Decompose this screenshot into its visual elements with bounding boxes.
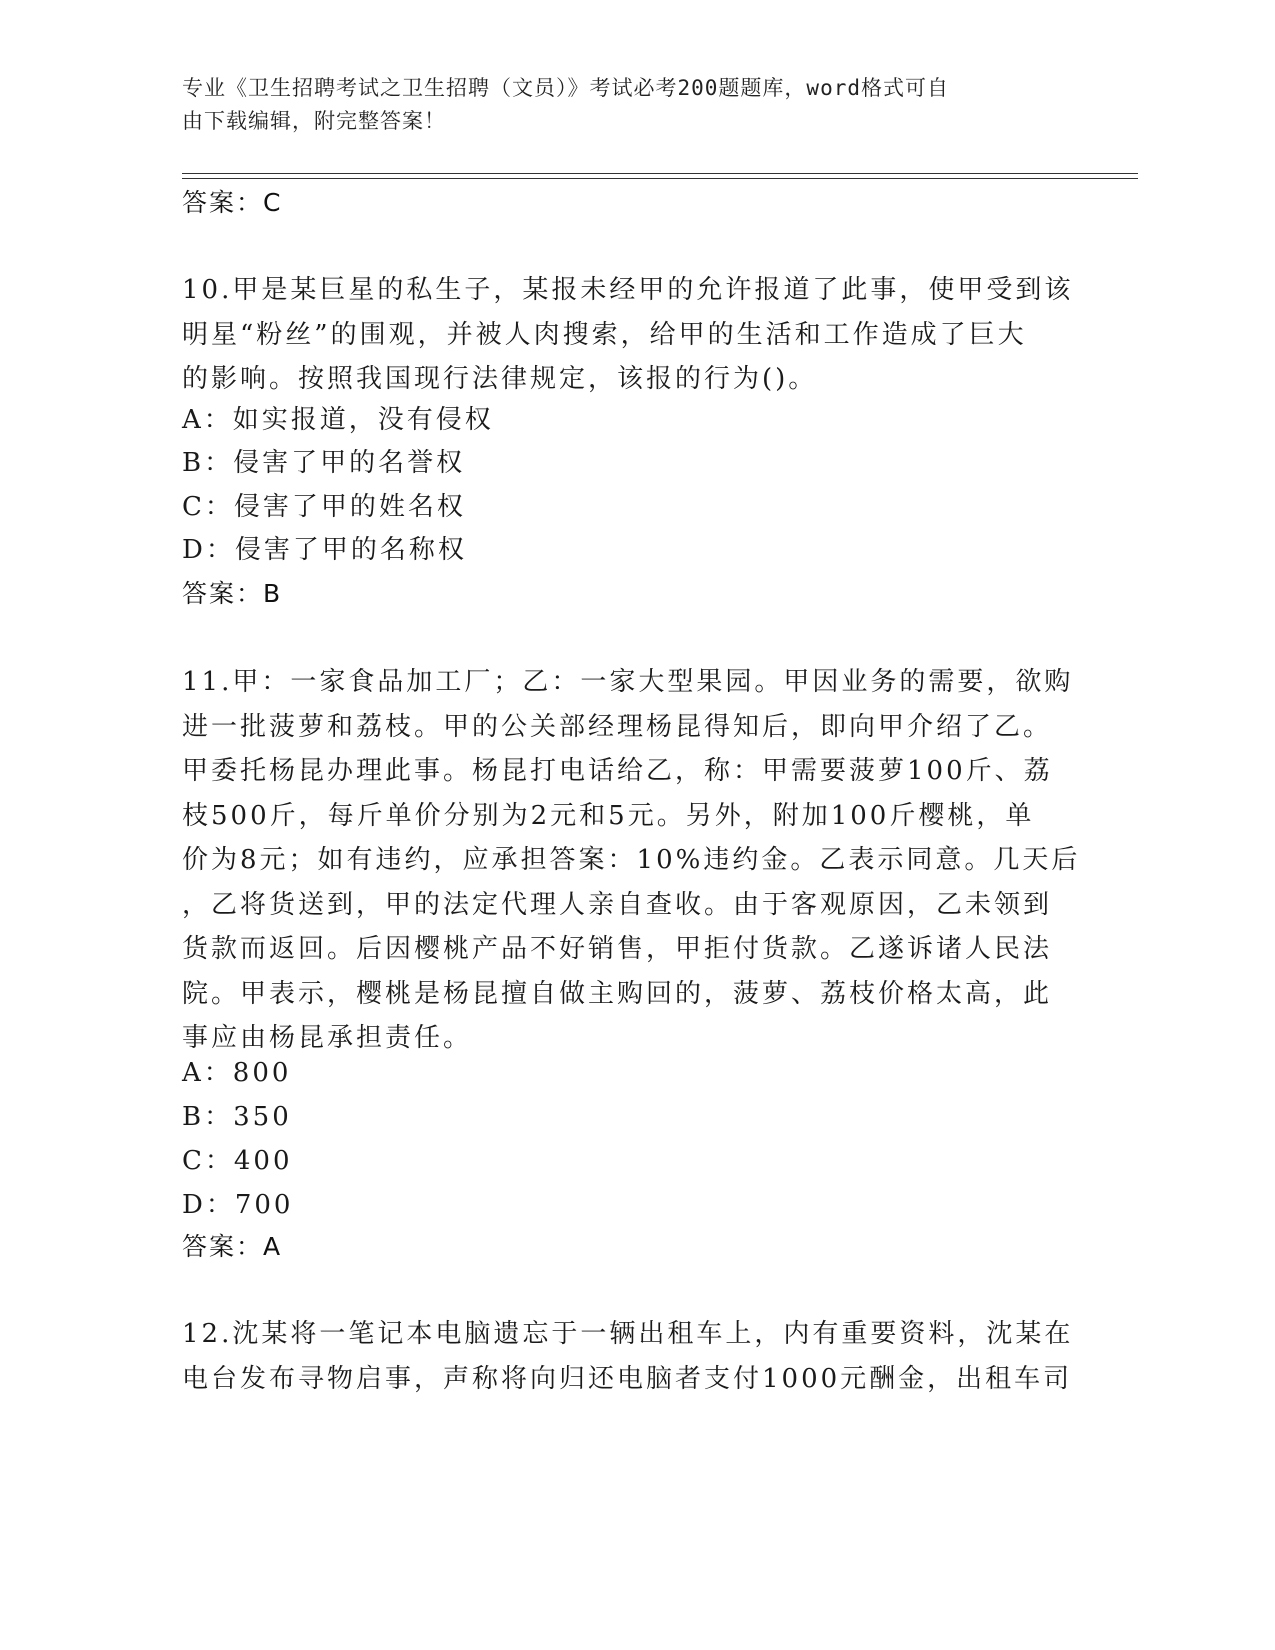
question-line: 甲委托杨昆办理此事。杨昆打电话给乙，称：甲需要菠萝100斤、荔 xyxy=(182,756,1053,786)
question-line: 进一批菠萝和荔枝。甲的公关部经理杨昆得知后，即向甲介绍了乙。 xyxy=(182,711,1053,742)
question-11-option-c: C：400 xyxy=(182,1146,293,1176)
header-divider-top xyxy=(182,173,1138,174)
header-divider-bottom xyxy=(182,178,1138,179)
question-10-option-b: B：侵害了甲的名誉权 xyxy=(182,448,466,478)
question-line: 货款而返回。后因樱桃产品不好销售，甲拒付货款。乙遂诉诸人民法 xyxy=(182,934,1053,964)
question-12-text xyxy=(182,1312,1074,1401)
question-line: 事应由杨昆承担责任。 xyxy=(182,1023,473,1053)
header-line-1: 专业《卫生招聘考试之卫生招聘（文员）》考试必考200题题库，word格式可自 xyxy=(182,76,949,100)
document-header xyxy=(182,72,1052,138)
question-10-option-c: C：侵害了甲的姓名权 xyxy=(182,492,466,522)
question-line: 12.沈某将一笔记本电脑遗忘于一辆出租车上，内有重要资料，沈某在 xyxy=(182,1319,1074,1349)
question-11-answer: 答案：A xyxy=(182,1232,283,1261)
question-10-answer: 答案：B xyxy=(182,579,283,608)
question-line: 院。甲表示，樱桃是杨昆擅自做主购回的，菠萝、荔枝价格太高，此 xyxy=(182,978,1053,1009)
question-10-option-d: D：侵害了甲的名称权 xyxy=(182,535,467,565)
question-line: 明星“粉丝”的围观，并被人肉搜索，给甲的生活和工作造成了巨大 xyxy=(182,319,1027,350)
question-line: 价为8元；如有违约，应承担答案：10%违约金。乙表示同意。几天后 xyxy=(182,845,1081,875)
question-10-option-a: A：如实报道，没有侵权 xyxy=(182,405,494,435)
question-11-option-b: B：350 xyxy=(182,1102,292,1132)
question-line: 10.甲是某巨星的私生子，某报未经甲的允许报道了此事，使甲受到该 xyxy=(182,275,1074,305)
question-line: 电台发布寻物启事，声称将向归还电脑者支付1000元酬金，出租车司 xyxy=(182,1363,1073,1394)
question-line: ，乙将货送到，甲的法定代理人亲自查收。由于客观原因，乙未领到 xyxy=(182,889,1053,920)
question-line: 枝500斤，每斤单价分别为2元和5元。另外，附加100斤樱桃，单 xyxy=(182,800,1035,831)
question-11-text xyxy=(182,660,1081,1061)
question-11-option-a: A：800 xyxy=(182,1058,292,1088)
question-line: 的影响。按照我国现行法律规定，该报的行为()。 xyxy=(182,364,818,394)
previous-answer: 答案：C xyxy=(182,188,283,217)
question-line: 11.甲：一家食品加工厂；乙：一家大型果园。甲因业务的需要，欲购 xyxy=(182,667,1074,697)
header-line-2: 由下载编辑，附完整答案！ xyxy=(182,109,446,133)
question-11-option-d: D：700 xyxy=(182,1190,294,1220)
question-10-text xyxy=(182,268,1074,402)
